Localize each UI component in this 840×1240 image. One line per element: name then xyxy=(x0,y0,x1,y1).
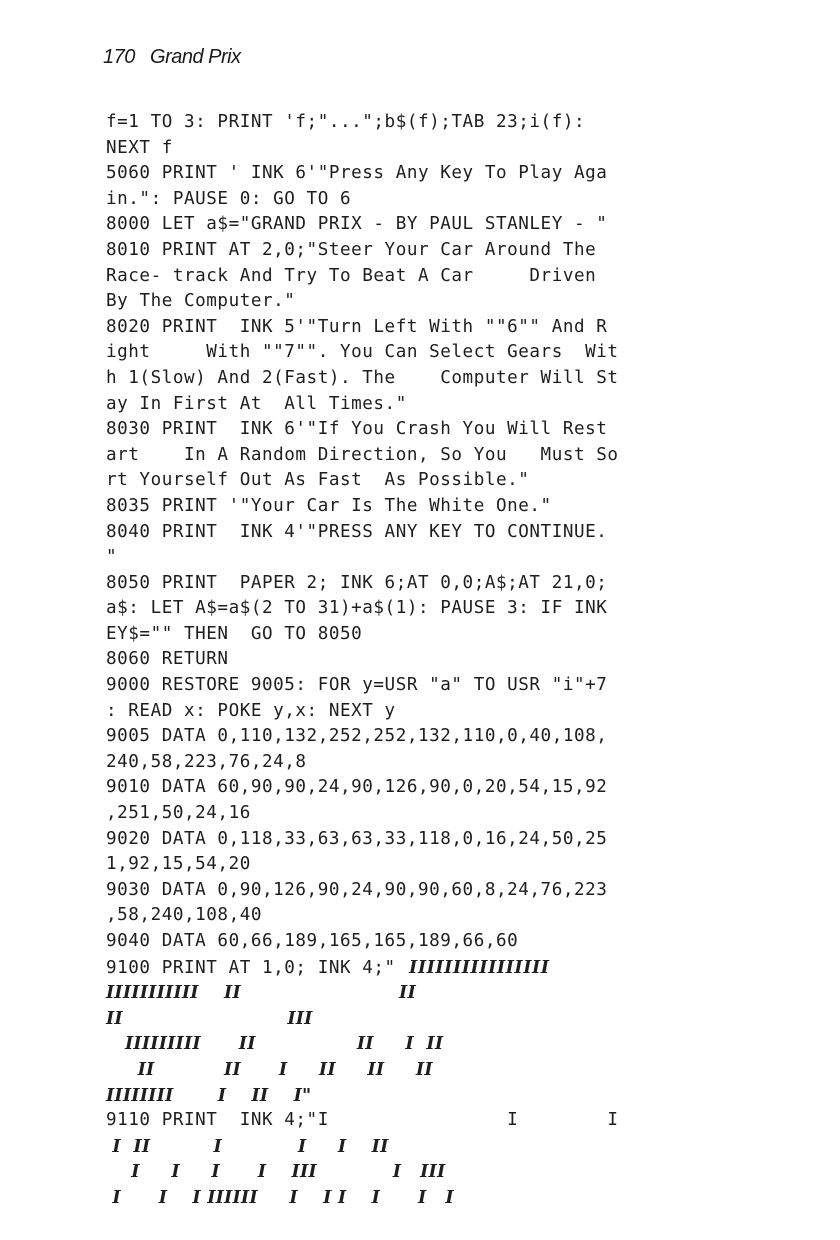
code-line: 9020 DATA 0,118,33,63,63,33,118,0,16,24,50,25 xyxy=(106,828,608,849)
code-line xyxy=(106,955,766,981)
graphics-line: I II I I I II xyxy=(106,1135,389,1157)
graphics-line: I I I I III I III xyxy=(106,1161,446,1183)
code-line: 8040 PRINT INK 4'"PRESS ANY KEY TO CONTINUE. xyxy=(106,521,608,542)
graphics-line: IIIIIIIII II II I II xyxy=(106,1033,444,1055)
code-line: EY$="" THEN GO TO 8050 xyxy=(106,623,363,644)
code-line: 8020 PRINT INK 5'"Turn Left With ""6"" And R xyxy=(106,316,608,337)
code-line: 9010 DATA 60,90,90,24,90,126,90,0,20,54,15,92 xyxy=(106,777,608,798)
graphics-line: II III xyxy=(106,1007,313,1029)
code-line: in.": PAUSE 0: GO TO 6 xyxy=(106,188,352,209)
code-line: 8050 PRINT PAPER 2; INK 6;AT 0,0;A$;AT 21,0; xyxy=(106,572,608,593)
code-part: 9100 PRINT AT 1,0; INK 4;" xyxy=(106,957,396,978)
code-line: 9110 PRINT INK 4;"I I I xyxy=(106,1110,619,1131)
code-line: ay In First At All Times." xyxy=(106,393,407,414)
code-line: a$: LET A$=a$(2 TO 31)+a$(1): PAUSE 3: IF INK xyxy=(106,598,608,619)
code-line: 9000 RESTORE 9005: FOR y=USR "a" TO USR "i"+7 xyxy=(106,675,608,696)
code-line: 8000 LET a$="GRAND PRIX - BY PAUL STANLEY - " xyxy=(106,214,608,235)
graphics-line: II II I II II II xyxy=(106,1058,433,1080)
code-line: Race- track And Try To Beat A Car Driven xyxy=(106,265,597,286)
code-line: 8030 PRINT INK 6'"If You Crash You Will Rest xyxy=(106,419,608,440)
code-line: rt Yourself Out As Fast As Possible." xyxy=(106,470,530,491)
graphics-line: I I I IIIIII I I I I I I xyxy=(106,1186,454,1208)
code-line: 8060 RETURN xyxy=(106,649,229,670)
graphics-part: IIIIIIIIIIIIIIII xyxy=(395,956,550,978)
code-line: 9040 DATA 60,66,189,165,165,189,66,60 xyxy=(106,931,519,951)
code-line: f=1 TO 3: PRINT 'f;"...";b$(f);TAB 23;i(f): xyxy=(106,112,586,132)
code-line: art In A Random Direction, So You Must So xyxy=(106,444,619,465)
code-line: 1,92,15,54,20 xyxy=(106,854,251,875)
code-line: 8035 PRINT '"Your Car Is The White One." xyxy=(106,495,552,516)
code-line: 8010 PRINT AT 2,0;"Steer Your Car Around The xyxy=(106,239,597,260)
code-line: ight With ""7"". You Can Select Gears Wit xyxy=(106,342,619,363)
page-header: 170 Grand Prix xyxy=(103,46,241,68)
code-line: NEXT f xyxy=(106,137,173,158)
code-line: : READ x: POKE y,x: NEXT y xyxy=(106,700,396,721)
code-line: By The Computer." xyxy=(106,291,296,312)
code-line: 9005 DATA 0,110,132,252,252,132,110,0,40,108, xyxy=(106,726,608,747)
code-line: ,58,240,108,40 xyxy=(106,905,262,926)
code-line: 240,58,223,76,24,8 xyxy=(106,751,307,772)
code-line: " xyxy=(106,547,118,568)
code-line: 9030 DATA 0,90,126,90,24,90,90,60,8,24,76,223 xyxy=(106,879,608,900)
code-line: 5060 PRINT ' INK 6'"Press Any Key To Play Aga xyxy=(106,163,608,184)
code-line: h 1(Slow) And 2(Fast). The Computer Will St xyxy=(106,367,619,388)
program-listing xyxy=(106,110,766,1211)
graphics-line: IIIIIIIIIII II II xyxy=(106,982,416,1004)
graphics-line: IIIIIIII I II I" xyxy=(106,1084,312,1106)
code-line: ,251,50,24,16 xyxy=(106,803,251,824)
